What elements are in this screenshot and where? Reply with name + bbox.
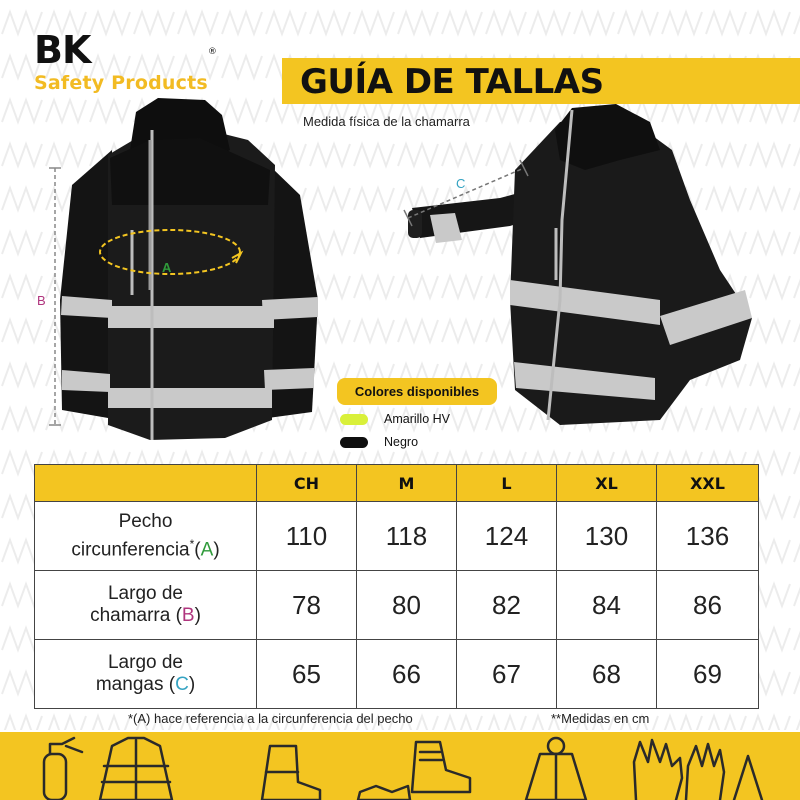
table-cell: 118 — [357, 502, 457, 571]
table-cell: 86 — [657, 571, 759, 640]
table-cell: 82 — [457, 571, 557, 640]
footnote-units: **Medidas en cm — [551, 711, 650, 726]
color-label-yellow: Amarillo HV — [384, 412, 450, 426]
row-label-sleeve-length: Largo de mangas (C) — [35, 640, 257, 709]
registered-mark: ® — [207, 47, 216, 57]
brand-tagline: Safety Products — [34, 72, 208, 94]
header-empty — [35, 465, 257, 502]
table-cell: 124 — [457, 502, 557, 571]
table-row — [35, 640, 759, 709]
side-jacket-image — [404, 104, 752, 425]
footer-icons — [0, 732, 800, 800]
table-cell: 136 — [657, 502, 759, 571]
color-swatch-yellow — [340, 414, 368, 425]
page-title: GUÍA DE TALLAS — [300, 62, 604, 102]
raincoat-icon — [526, 738, 586, 800]
table-cell: 68 — [557, 640, 657, 709]
table-cell: 65 — [257, 640, 357, 709]
row-label-jacket-length: Largo de chamarra (B) — [35, 571, 257, 640]
vest-icon — [358, 786, 410, 800]
size-table — [34, 464, 759, 709]
measure-label-c: C — [456, 176, 466, 191]
table-row — [35, 502, 759, 571]
footnote-chest: *(A) hace referencia a la circunferencia del pecho — [128, 711, 413, 726]
size-table-header — [35, 465, 759, 502]
jacket-icon — [100, 738, 172, 800]
color-label-black: Negro — [384, 435, 419, 449]
cone-icon — [734, 756, 762, 800]
brand-name: BK ® — [34, 28, 216, 72]
available-colors — [337, 378, 497, 458]
header-size: M — [357, 465, 457, 502]
header-size: XXL — [657, 465, 759, 502]
work-boot-icon — [412, 742, 470, 792]
gloves-icon — [634, 740, 724, 800]
table-cell: 78 — [257, 571, 357, 640]
measure-label-a: A — [162, 260, 172, 275]
available-colors-title: Colores disponibles — [337, 378, 497, 405]
front-jacket-image — [49, 98, 318, 440]
table-cell: 130 — [557, 502, 657, 571]
row-label-chest: Pecho circunferencia*(A) — [35, 502, 257, 571]
table-cell: 80 — [357, 571, 457, 640]
table-cell: 66 — [357, 640, 457, 709]
table-row — [35, 571, 759, 640]
table-cell: 69 — [657, 640, 759, 709]
color-swatch-black — [340, 437, 368, 448]
header-size: L — [457, 465, 557, 502]
boot-icon — [262, 746, 320, 800]
table-cell: 84 — [557, 571, 657, 640]
header-size: CH — [257, 465, 357, 502]
measure-label-b: B — [37, 293, 46, 308]
page-subtitle: Medida física de la chamarra — [303, 114, 470, 129]
table-cell: 67 — [457, 640, 557, 709]
fire-extinguisher-icon — [44, 738, 82, 800]
table-cell: 110 — [257, 502, 357, 571]
header-size: XL — [557, 465, 657, 502]
footer-band — [0, 732, 800, 800]
